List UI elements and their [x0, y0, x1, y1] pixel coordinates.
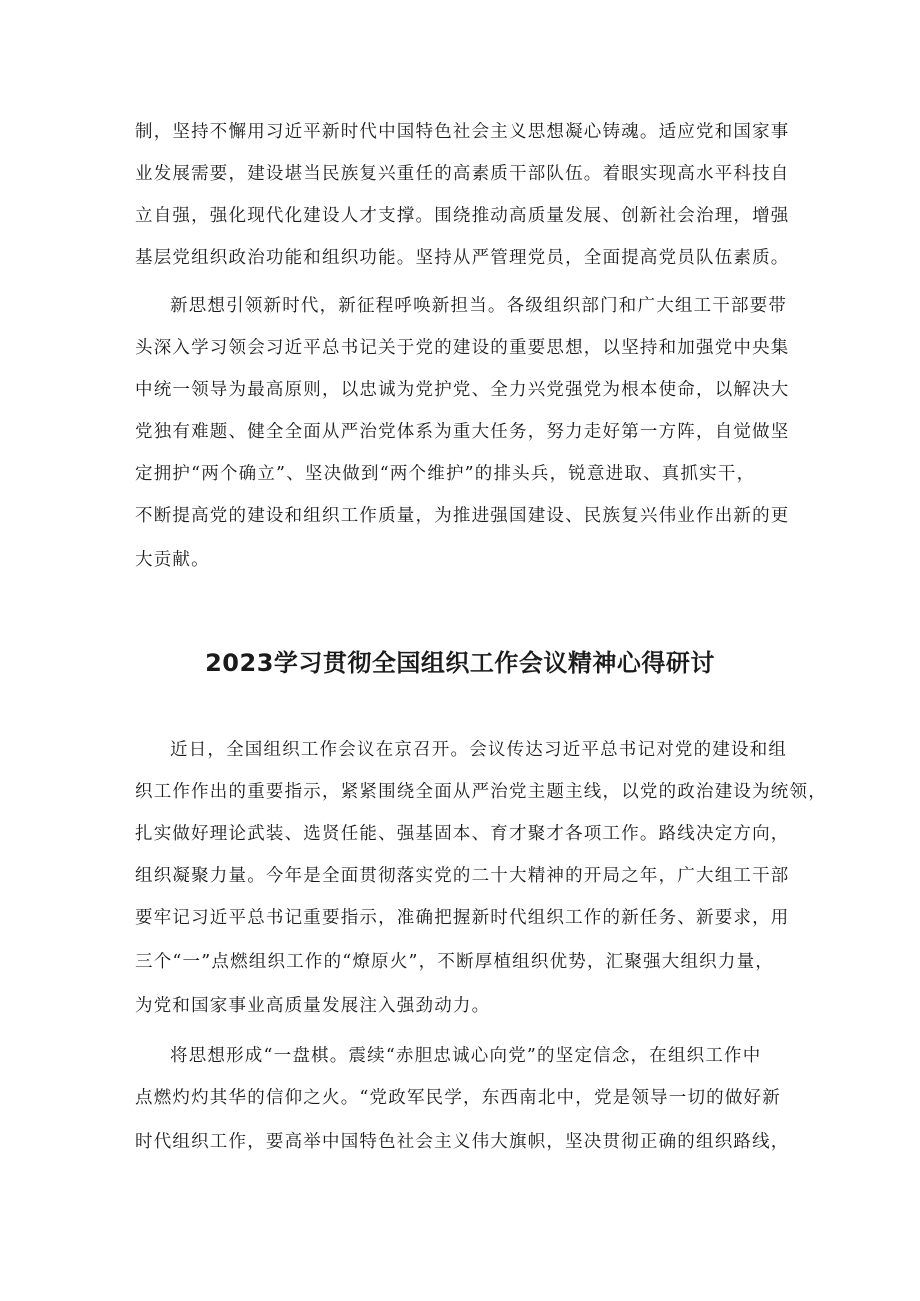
text-line: 党独有难题、健全全面从严治党体系为重大任务，努力走好第一方阵，自觉做坚	[135, 422, 790, 442]
text-line: 织工作作出的重要指示，紧紧围绕全面从严治党主题主线，以党的政治建设为统领，	[135, 782, 827, 802]
text-line: 组织凝聚力量。今年是全面贯彻落实党的二十大精神的开局之年，广大组工干部	[135, 866, 790, 886]
text-line: 立自强，强化现代化建设人才支撑。围绕推动高质量发展、创新社会治理，增强	[135, 206, 790, 226]
text-line: 业发展需要，建设堪当民族复兴重任的高素质干部队伍。着眼实现高水平科技自	[135, 164, 790, 184]
text-line: 点燃灼灼其华的信仰之火。“党政军民学，东西南北中，党是领导一切的做好新	[135, 1088, 781, 1108]
text-line: 基层党组织政治功能和组织功能。坚持从严管理党员，全面提高党员队伍素质。	[135, 248, 790, 268]
text-line: 定拥护“两个确立”、坚决做到“两个维护”的排头兵，锐意进取、真抓实干，	[135, 464, 756, 484]
text-line: 将思想形成“一盘棋。震续“赤胆忠诚心向党”的坚定信念，在组织工作中	[170, 1046, 762, 1066]
text-line: 新思想引领新时代，新征程呼唤新担当。各级组织部门和广大组工干部要带	[170, 296, 788, 316]
text-line: 三个“一”点燃组织工作的“燎原火”，不断厚植组织优势，汇聚强大组织力量，	[135, 952, 774, 972]
text-line: 大贡献。	[135, 550, 210, 570]
text-line: 制，坚持不懈用习近平新时代中国特色社会主义思想凝心铸魂。适应党和国家事	[135, 122, 790, 142]
text-line: 头深入学习领会习近平总书记关于党的建设的重要思想，以坚持和加强党中央集	[135, 338, 790, 358]
text-line: 中统一领导为最高原则，以忠诚为党护党、全力兴党强党为根本使命，以解决大	[135, 380, 790, 400]
text-line: 要牢记习近平总书记重要指示，准确把握新时代组织工作的新任务、新要求，用	[135, 908, 790, 928]
text-line: 不断提高党的建设和组织工作质量，为推进强国建设、民族复兴伟业作出新的更	[135, 506, 790, 526]
section-title: 2023学习贯彻全国组织工作会议精神心得研讨	[205, 649, 715, 677]
text-line: 扎实做好理论武装、选贤任能、强基固本、育才聚才各项工作。路线决定方向，	[135, 824, 790, 844]
text-line: 时代组织工作，要高举中国特色社会主义伟大旗帜，坚决贯彻正确的组织路线，	[135, 1132, 790, 1152]
text-line: 为党和国家事业高质量发展注入强劲动力。	[135, 996, 491, 1016]
text-line: 近日，全国组织工作会议在京召开。会议传达习近平总书记对党的建设和组	[170, 740, 788, 760]
